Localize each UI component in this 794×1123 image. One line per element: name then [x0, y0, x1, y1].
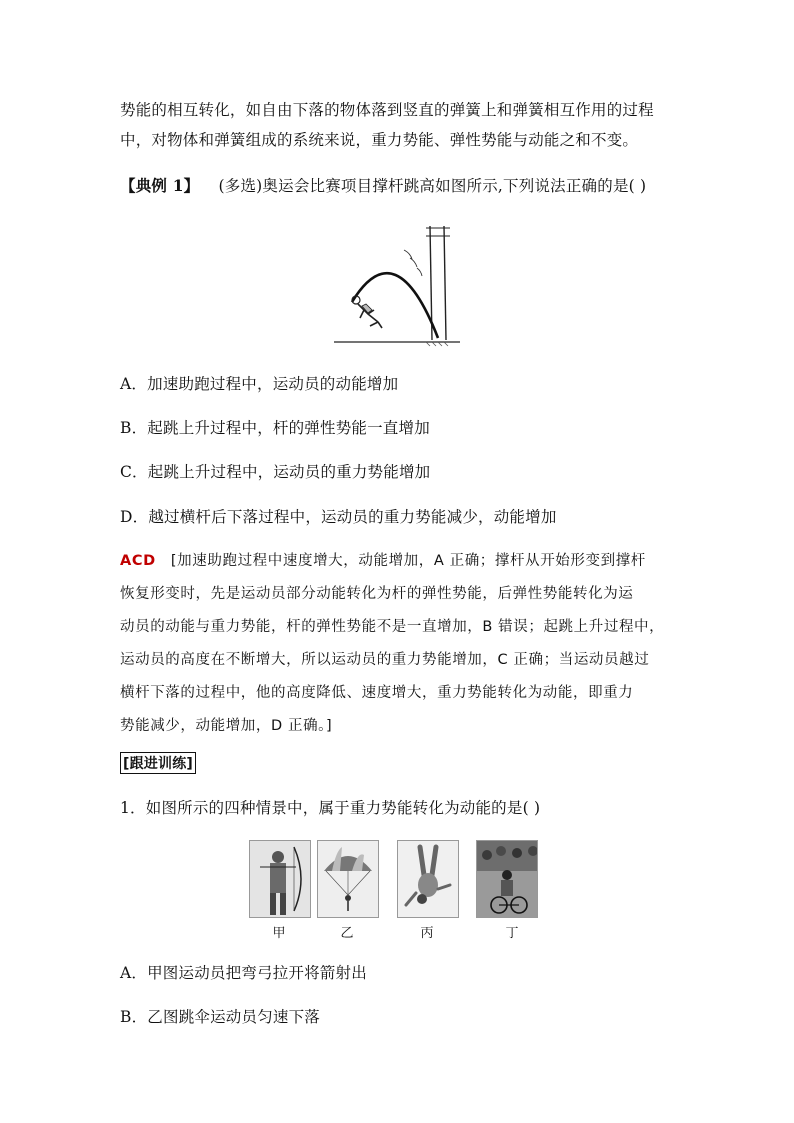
practice-question: 1．如图所示的四种情景中，属于重力势能转化为动能的是( ) — [120, 799, 541, 817]
practice-option-b: B．乙图跳伞运动员匀速下落 — [120, 1008, 320, 1026]
intro-line-2: 中，对物体和弹簧组成的系统来说，重力势能、弹性势能与动能之和不变。 — [120, 131, 639, 149]
pole-vault-figure — [334, 222, 460, 348]
explanation-line-3: 动员的动能与重力势能，杆的弹性势能不是一直增加，B 错误；起跳上升过程中， — [120, 619, 665, 635]
explanation-line-1 — [120, 549, 646, 570]
caption-bing: 丙 — [420, 926, 434, 941]
practice-tag: [跟进训练] — [120, 752, 196, 774]
practice-tag-line — [120, 752, 196, 774]
photo-cyclists — [476, 840, 538, 918]
caption-jia: 甲 — [272, 926, 286, 941]
example-option-a: A．加速助跑过程中，运动员的动能增加 — [120, 375, 399, 393]
photo-diver — [397, 840, 459, 918]
example-question: (多选)奥运会比赛项目撑杆跳高如图所示,下列说法正确的是( ) — [218, 177, 647, 195]
explanation-line-6: 势能减少，动能增加，D 正确。] — [120, 718, 333, 734]
explanation-text-1: [加速助跑过程中速度增大，动能增加，A 正确；撑杆从开始形变到撑杆 — [170, 553, 646, 569]
example-option-d: D．越过横杆后下落过程中，运动员的重力势能减少，动能增加 — [120, 508, 557, 526]
practice-option-a: A．甲图运动员把弯弓拉开将箭射出 — [120, 964, 367, 982]
example-question-line — [120, 174, 646, 196]
caption-ding: 丁 — [505, 926, 519, 941]
explanation-line-2: 恢复形变时，先是运动员部分动能转化为杆的弹性势能，后弹性势能转化为运 — [120, 586, 634, 602]
explanation-line-5: 横杆下落的过程中，他的高度降低、速度增大，重力势能转化为动能，即重力 — [120, 685, 634, 701]
photo-archery — [249, 840, 311, 918]
example-option-c: C．起跳上升过程中，运动员的重力势能增加 — [120, 463, 431, 481]
intro-line-1: 势能的相互转化，如自由下落的物体落到竖直的弹簧上和弹簧相互作用的过程 — [120, 101, 654, 119]
explanation-line-4: 运动员的高度在不断增大，所以运动员的重力势能增加，C 正确；当运动员越过 — [120, 652, 650, 668]
photo-parachute — [317, 840, 379, 918]
example-option-b: B．起跳上升过程中，杆的弹性势能一直增加 — [120, 419, 430, 437]
answer-key: ACD — [120, 553, 156, 569]
example-label: 【典例 1】 — [120, 176, 200, 195]
caption-yi: 乙 — [340, 926, 354, 941]
